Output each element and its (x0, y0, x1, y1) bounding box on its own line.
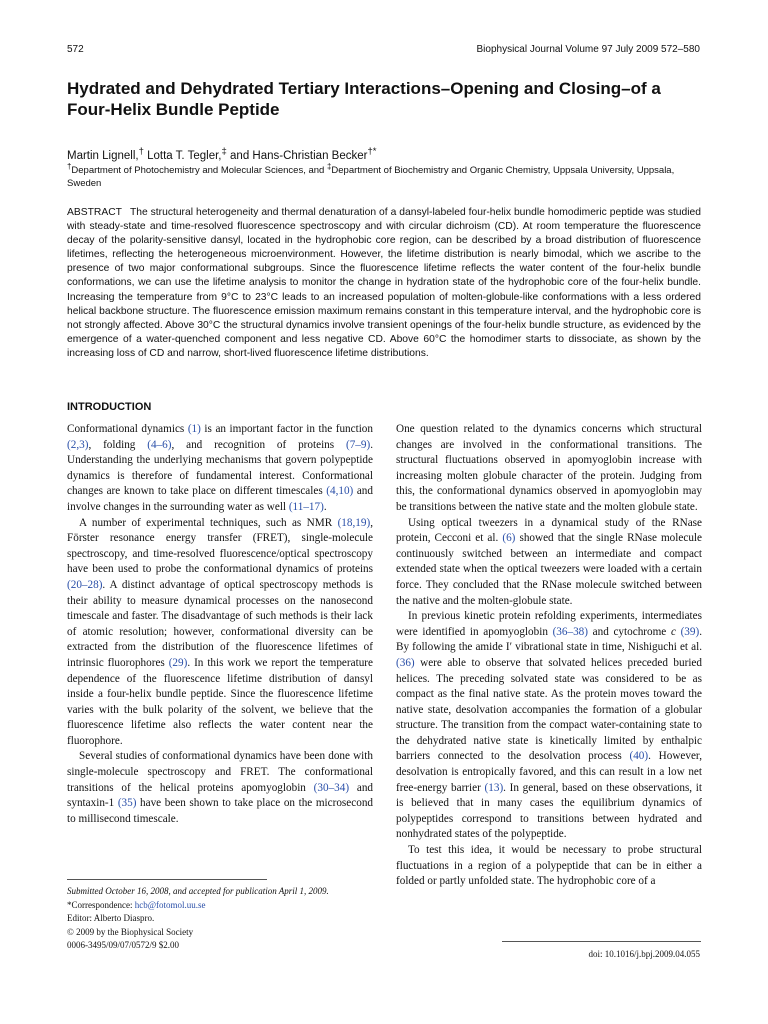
citation-link[interactable]: (11–17) (288, 500, 324, 513)
citation-link[interactable]: (13) (484, 781, 504, 794)
page-number: 572 (67, 44, 84, 55)
correspondence-label: *Correspondence: (67, 899, 135, 910)
affiliation-mark: † (67, 162, 72, 171)
citation-link[interactable]: (40) (629, 750, 649, 763)
paragraph: To test this idea, it would be necessary to probe structural fluctuations in a region of a polypeptide that can be in either a folded or partly unfolded state. The hydrophobic core of a (396, 844, 702, 888)
citation-link[interactable]: (39) (680, 625, 700, 638)
affiliation-mark: ‡ (221, 146, 227, 157)
left-column (67, 422, 373, 827)
citation-link[interactable]: (20–28) (67, 578, 103, 591)
paragraph: One question related to the dynamics concerns which structural changes are involved in the conformational transitions. The structural fluctuations observed in apomyoglobin increase with increasing molten globule character of the protein. Judging from this, the conformational dynamics observed in apomyoglobin may be transitions between the native state and the molten globule state. (396, 423, 702, 513)
affiliation (67, 161, 707, 190)
paragraph: Using optical tweezers in a dynamical study of the RNase protein, Cecconi et al. (6) showed that the single RNase molecule continuously switched between an intermediate and compact extended state when the optical tweezers were loaded with a certain force. They concluded that the RNase molecule switched between the native and the molten-globule state. (396, 516, 702, 607)
citation-link[interactable]: (6) (502, 532, 516, 545)
running-head: Biophysical Journal Volume 97 July 2009 572–580 (476, 44, 700, 55)
paragraph: Conformational dynamics (1) is an important factor in the function (2,3), folding (4–6), and recognition of proteins (7–9). Understanding the underlying mechanisms that govern polypeptide dynamics is therefore of fundamental interest. Conformational changes are known to take place on different timescales (4,10) and involve changes in the surrounding water as well (11–17). (67, 423, 373, 513)
editor-note: Editor: Alberto Diaspro. (67, 913, 155, 924)
paragraph: In previous kinetic protein refolding experiments, intermediates were identified in apomyoglobin (36–38) and cytochrome c (39). By following the amide I′ vibrational state in time, Nishiguchi et al. (36) were able to observe that solvated helices preceded buried helices. The preceding solvated state was considered to be as compact as the final native state. As the protein moves toward the native state, desolvation accompanies the formation of a globular structure. The transition from the compact water-containing state to the dehydrated native state is kinetically limited by enthalpic barriers connected to the desolvation process (40). However, desolvation is entropically favored, and this can result in a low net free-energy barrier (13). In general, based on these observations, it is believed that in many cases the equilibrium dynamics of polypeptides correspond to transitions between hydrated and nonhydrated states of the polypeptide. (396, 610, 703, 841)
doi-divider (502, 941, 701, 942)
citation-link[interactable]: (18,19) (337, 516, 371, 529)
citation-link[interactable]: (7–9) (345, 438, 371, 451)
author-tegler: Lotta T. Tegler, (143, 149, 222, 162)
affiliation-text: Department of Photochemistry and Molecular Sciences, and (71, 165, 327, 177)
submission-dates: Submitted October 16, 2008, and accepted for publication April 1, 2009. (67, 886, 329, 896)
abstract (67, 206, 701, 361)
article-title: Hydrated and Dehydrated Tertiary Interactions–Opening and Closing–of a Four-Helix Bundle Peptide (67, 79, 661, 119)
issn-note: 0006-3495/09/07/0572/9 $2.00 (67, 940, 179, 951)
citation-link[interactable]: (36) (396, 656, 415, 669)
correspondence-email-link[interactable]: hcb@fotomol.uu.se (134, 899, 206, 910)
footnote-divider (67, 879, 267, 880)
author-list (67, 146, 377, 162)
abstract-label: ABSTRACT (67, 207, 122, 218)
right-column (396, 422, 702, 890)
doi: doi: 10.1016/j.bpj.2009.04.055 (588, 949, 700, 959)
affiliation-mark: ‡ (326, 162, 332, 171)
author-lignell: Martin Lignell, (67, 149, 139, 162)
citation-link[interactable]: (2,3) (67, 438, 89, 451)
citation-link[interactable]: (35) (117, 797, 137, 810)
citation-link[interactable]: (1) (187, 423, 201, 435)
citation-link[interactable]: (4–6) (147, 438, 172, 451)
citation-link[interactable]: (36–38) (552, 625, 588, 638)
affiliation-mark: † (138, 146, 144, 157)
affiliation-text: Department of Biochemistry and Organic Chemistry, Uppsala University, Uppsala, Sweden (67, 165, 675, 189)
affiliation-mark: †* (367, 146, 377, 157)
abstract-text: The structural heterogeneity and thermal denaturation of a dansyl-labeled four-helix bundle homodimeric peptide was studied with steady-state and time-resolved fluorescence spectroscopy and with circular dichroism (CD). At room temperature the fluorescence decay of the polarity-sensitive dansyl, located in the hydrophobic core region, can be described by a broad distribution of fluorescence lifetimes, reflecting the heterogeneous microenvironment. However, the lifetime distribution is nearly bimodal, which we ascribe to the presence of two major conformational subgroups. Since the fluorescence lifetime reflects the water content of the four-helix bundle conformations, we can use the lifetime analysis to monitor the change in hydration state of the hydrophobic core of the four-helix bundle. Increasing the temperature from 9°C to 23°C leads to an increased population of molten-globule-like conformations with a less ordered helical backbone structure. The fluorescence emission maximum remains constant in this temperature interval, and the hydrophobic core is not strongly affected. Above 30°C the structural dynamics involve transient openings of the four-helix bundle structure, as evidenced by the emergence of a water-quenched component and less negative CD. Above 60°C the homodimer starts to dissociate, as shown by the increasing loss of CD and narrow, short-lived fluorescence lifetime distributions. (67, 207, 701, 359)
citation-link[interactable]: (29) (168, 656, 188, 669)
paragraph: Several studies of conformational dynamics have been done with single-molecule spectroscopy and FRET. The conformational transitions of the helical proteins apomyoglobin (30–34) and syntaxin-1 (35) have been shown to take place on the microsecond to millisecond timescale. (67, 750, 374, 825)
citation-link[interactable]: (30–34) (313, 781, 350, 794)
section-heading-introduction: INTRODUCTION (67, 401, 152, 413)
copyright-note: © 2009 by the Biophysical Society (67, 926, 194, 937)
author-becker: and Hans-Christian Becker (226, 149, 368, 162)
citation-link[interactable]: (4,10) (326, 485, 354, 498)
paragraph: A number of experimental techniques, such as NMR (18,19), Förster resonance energy transfer (FRET), single-molecule spectroscopy, and time-resolved fluorescence/optical spectroscopy have been used to probe the conformational dynamics of proteins (20–28). A distinct advantage of optical spectroscopy methods is their ability to measure dynamical processes on the nanosecond timescale and faster. The disadvantage of such methods is their lack of atomic resolution; however, conformational diversity can be extracted from the distribution of the fluorescence lifetimes of intrinsic fluorophores (29). In this work we report the temperature dependence of the fluorescence lifetime distribution of dansyl inside a four-helix bundle peptide. Since the fluorescence lifetime varies with the bulk polarity of the solvent, we believe that the fluorescence lifetime also reflects the water content near the fluorophore. (67, 516, 373, 747)
footnotes (67, 885, 373, 953)
